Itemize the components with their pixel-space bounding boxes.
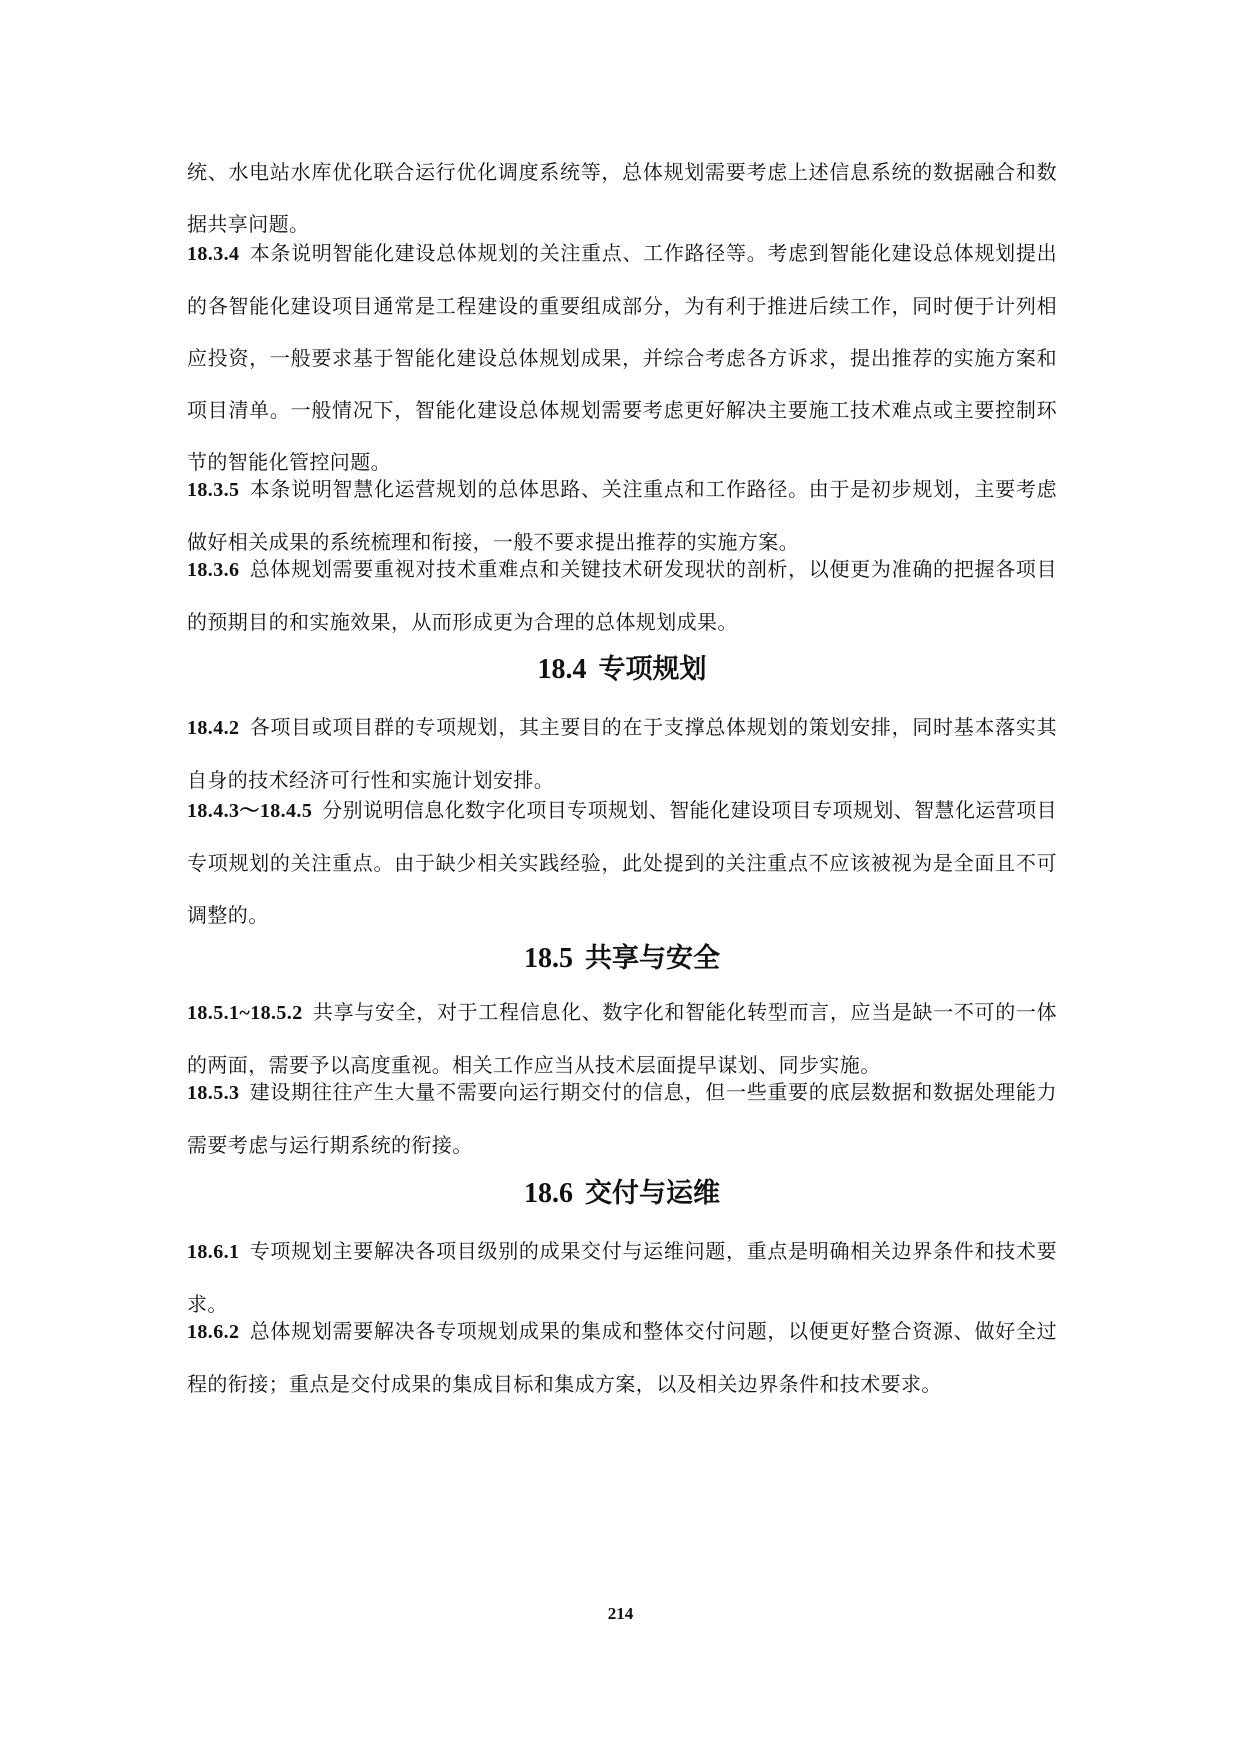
clause-number: 18.4.3～18.4.5: [187, 800, 313, 822]
clause-number: 18.3.5: [187, 479, 240, 501]
page-number: 214: [607, 1604, 634, 1623]
section-number: 18.5: [524, 943, 573, 974]
section-number: 18.6: [524, 1178, 573, 1209]
section-heading-18-4: [187, 647, 1057, 686]
clause-text: 总体规划需要解决各专项规划成果的集成和整体交付问题，以便更好整合资源、做好全过程的衔接；重点是交付成果的集成目标和集成方案，以及相关边界条件和技术要求。: [187, 1319, 1057, 1396]
section-title: 共享与安全: [585, 943, 720, 974]
clause-18-3-4: [187, 227, 1057, 488]
clause-number: 18.4.2: [187, 717, 240, 739]
section-heading-18-5: [187, 936, 1057, 975]
clause-number: 18.6.2: [187, 1321, 240, 1343]
clause-18-5-3: [187, 1066, 1057, 1171]
clause-18-6-2: [187, 1305, 1057, 1410]
clause-text: 分别说明信息化数字化项目专项规划、智能化建设项目专项规划、智慧化运营项目专项规划的关注重点。由于缺少相关实践经验，此处提到的关注重点不应该被视为是全面且不可调整的。: [187, 798, 1058, 927]
paragraph-text: 统、水电站水库优化联合运行优化调度系统等，总体规划需要考虑上述信息系统的数据融合和数据共享问题。: [187, 160, 1057, 236]
clause-text: 本条说明智能化建设总体规划的关注重点、工作路径等。考虑到智能化建设总体规划提出的各智能化建设项目通常是工程建设的重要组成部分，为有利于推进后续工作，同时便于计列相应投资，一般要求基于智能化建设总体规划成果，并综合考虑各方诉求，提出推荐的实施方案和项目清单。一般情况下，智能化建设总体规划需要考虑更好解决主要施工技术难点或主要控制环节的智能化管控问题。: [187, 241, 1057, 474]
clause-text: 共享与安全，对于工程信息化、数字化和智能化转型而言，应当是缺一不可的一体的两面，需要予以高度重视。相关工作应当从技术层面提早谋划、同步实施。: [187, 1000, 1057, 1077]
clause-text: 总体规划需要重视对技术重难点和关键技术研发现状的剖析，以便更为准确的把握各项目的预期目的和实施效果，从而形成更为合理的总体规划成果。: [187, 557, 1057, 634]
clause-text: 本条说明智慧化运营规划的总体思路、关注重点和工作路径。由于是初步规划，主要考虑做好相关成果的系统梳理和衔接，一般不要求提出推荐的实施方案。: [187, 477, 1057, 554]
clause-18-4-3-to-18-4-5: [187, 784, 1057, 941]
section-title: 交付与运维: [585, 1178, 720, 1209]
section-heading-18-6: [187, 1171, 1057, 1210]
section-title: 专项规划: [598, 654, 707, 685]
clause-number: 18.5.3: [187, 1082, 240, 1104]
clause-18-3-6: [187, 543, 1057, 648]
clause-text: 建设期往往产生大量不需要向运行期交付的信息，但一些重要的底层数据和数据处理能力需要考虑与运行期系统的衔接。: [187, 1080, 1057, 1157]
clause-number: 18.6.1: [187, 1241, 240, 1263]
section-number: 18.4: [537, 654, 587, 685]
clause-text: 各项目或项目群的专项规划，其主要目的在于支撑总体规划的策划安排，同时基本落实其自身的技术经济可行性和实施计划安排。: [187, 715, 1057, 792]
clause-text: 专项规划主要解决各项目级别的成果交付与运维问题，重点是明确相关边界条件和技术要求。: [187, 1239, 1057, 1316]
clause-number: 18.3.6: [187, 559, 240, 581]
clause-number: 18.3.4: [187, 243, 240, 265]
clause-number: 18.5.1~18.5.2: [187, 1002, 303, 1024]
